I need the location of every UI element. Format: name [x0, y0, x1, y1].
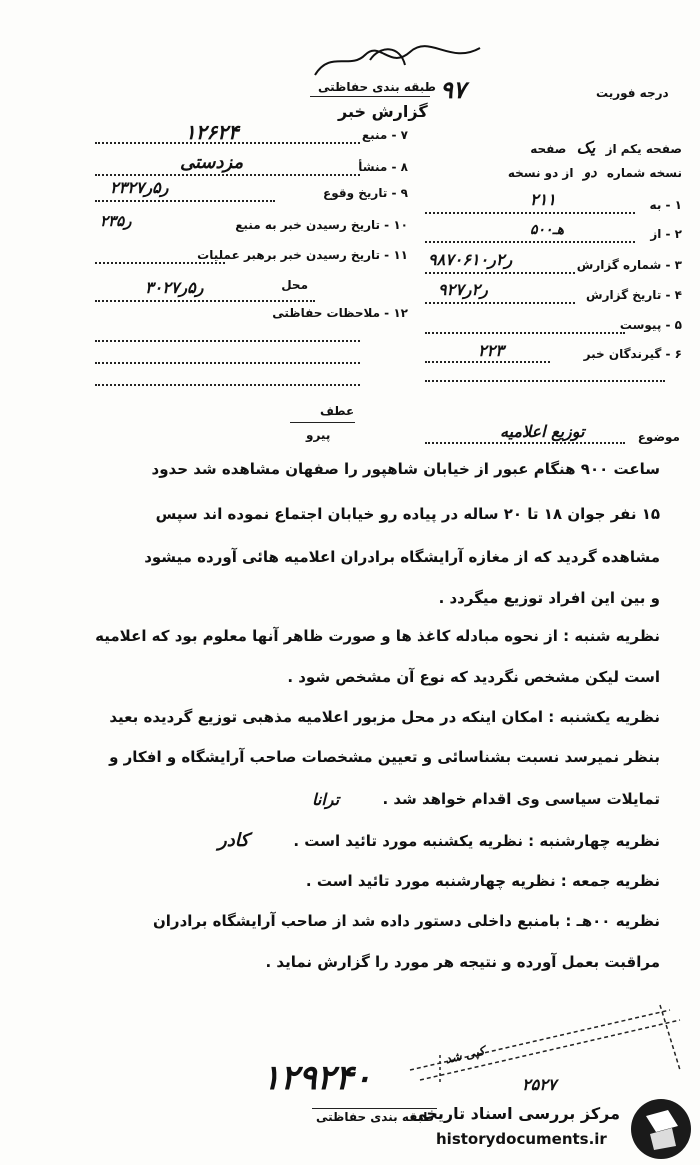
urgency-label: درجه فوریت [596, 86, 669, 100]
body-line: است لیکن مشخص نگردید که نوع آن مشخص شود . [287, 668, 660, 686]
ops-date-label: ۱۱ - تاریخ رسیدن خبر برهبر عملیات [197, 248, 408, 262]
top-scribble: ۹۷ [440, 75, 466, 104]
page-title: گزارش خبر [338, 102, 428, 121]
field-to-line [425, 212, 635, 214]
origin-value: مزدستی [180, 152, 244, 173]
page-of-label: صفحه یکم از یک صفحه [530, 138, 682, 157]
protective-notes-label: ۱۲ - ملاحظات حفاظتی [272, 306, 408, 320]
location-value: ۳۰ر۵ر۲۷ [145, 278, 204, 297]
occurrence-date-label: ۹ - تاریخ وقوع [323, 186, 408, 200]
notes-line-1 [95, 340, 360, 342]
attachment-label: ۵ - پیوست [619, 318, 682, 332]
atf-divider [290, 422, 355, 423]
location-line [95, 300, 315, 302]
body-line: نظریه چهارشنبه : نظریه یکشنبه مورد تائید است . [293, 832, 660, 850]
subject-value: توزیع اعلامیه [500, 422, 585, 441]
attachment-line [425, 332, 625, 334]
atf-label: عطف [320, 404, 355, 418]
body-line: مشاهده گردید که از مغازه آرایشگاه برادران اعلامیه هائی آورده میشود [144, 548, 660, 566]
margin-note-turan: ترانا [312, 790, 340, 809]
recipients-label: ۶ - گیرندگان خبر [583, 347, 682, 361]
blank-line-right [425, 380, 665, 382]
body-line: مراقبت بعمل آورده و نتیجه هر مورد را گزارش نماید . [265, 953, 660, 971]
report-date-value: ۹ر۲ر۲۷ [438, 280, 488, 299]
occurrence-date-line [95, 200, 275, 202]
subject-label: موضوع [637, 430, 680, 444]
source-label: ۷ - منبع [361, 128, 408, 142]
source-value: ۱۲۶۲۴ [185, 120, 239, 144]
body-line: نظریه شنبه : از نحوه مبادله کاغذ ها و صورت ظاهر آنها معلوم بود که اعلامیه [95, 627, 660, 645]
received-date-value: ۲۳ر۵ [100, 212, 132, 230]
body-line: نظریه ۰۰هـ : بامنبع داخلی دستور داده شد از صاحب آرایشگاه برادران [152, 912, 660, 930]
recipients-value: ۲۲۳ [478, 341, 504, 360]
report-number-line [425, 272, 575, 274]
footer-classification: طبقه بندی حفاظتی [316, 1110, 434, 1124]
location-label: محل [281, 278, 308, 292]
archive-website: historydocuments.ir [436, 1130, 607, 1148]
field-to-value: ۲۱۱ [530, 190, 556, 209]
recipients-line [425, 361, 550, 363]
field-from-value: ۵۰۰هـ [530, 222, 565, 238]
report-number-label: ۳ - شماره گزارش [576, 258, 682, 272]
peyro-label: پیرو [306, 428, 331, 442]
body-line: ۱۵ نفر جوان ۱۸ تا ۲۰ ساله در پیاده رو خیابان اجتماع نموده اند سپس [155, 505, 660, 523]
ops-date-line [95, 262, 225, 264]
margin-note-kadr: کادر [218, 830, 249, 851]
origin-label: ۸ - منشأ [358, 160, 408, 174]
header-classification-underline [310, 96, 430, 97]
received-date-label: ۱۰ - تاریخ رسیدن خبر به منبع [235, 218, 408, 232]
report-date-line [425, 302, 575, 304]
body-line: بنظر نمیرسد نسبت بشناسائی و تعیین مشخصات صاحب آرایشگاه و افکار و [109, 748, 660, 766]
copy-number-label: نسخه شماره دو از دو نسخه [507, 165, 682, 181]
small-number: ۲۵۲۷ [522, 1075, 557, 1094]
field-from-line [425, 241, 635, 243]
signature-scribble [310, 40, 490, 85]
report-number-value: ۹۸۷۰۶ر۲ر۱۰ [428, 250, 513, 269]
archive-org-name: مرکز بررسی اسناد تاریخی [410, 1104, 620, 1123]
origin-line [95, 174, 360, 176]
field-from-label: ۲ - از [650, 227, 682, 241]
occurrence-date-value: ۲۳ر۵ر۲۷ [110, 178, 169, 197]
stamp-text: کپی شد [443, 1043, 486, 1067]
notes-line-2 [95, 362, 360, 364]
body-line: نظریه جمعه : نظریه چهارشنبه مورد تائید است . [305, 872, 660, 890]
field-to-label: ۱ - به [649, 198, 682, 212]
body-line: نظریه یکشنبه : امکان اینکه در محل مزبور اعلامیه مذهبی توزیع گردیده بعید [109, 708, 660, 726]
report-date-label: ۴ - تاریخ گزارش [586, 288, 682, 302]
body-line: ساعت ۹۰۰ هنگام عبور از خیابان شاهپور را صفهان مشاهده شد حدود [151, 460, 660, 478]
stamp-mark [400, 1000, 690, 1085]
body-line: تمایلات سیاسی وی اقدام خواهد شد . [382, 790, 660, 808]
subject-line [425, 442, 625, 444]
handwritten-archive-number: ۱۲۹۲۴۰ [262, 1058, 372, 1098]
header-classification: طبقه بندی حفاظتی [318, 80, 436, 94]
archive-logo-icon [628, 1096, 694, 1162]
body-line: و بین این افراد توزیع میگردد . [438, 589, 660, 607]
notes-line-3 [95, 384, 360, 386]
